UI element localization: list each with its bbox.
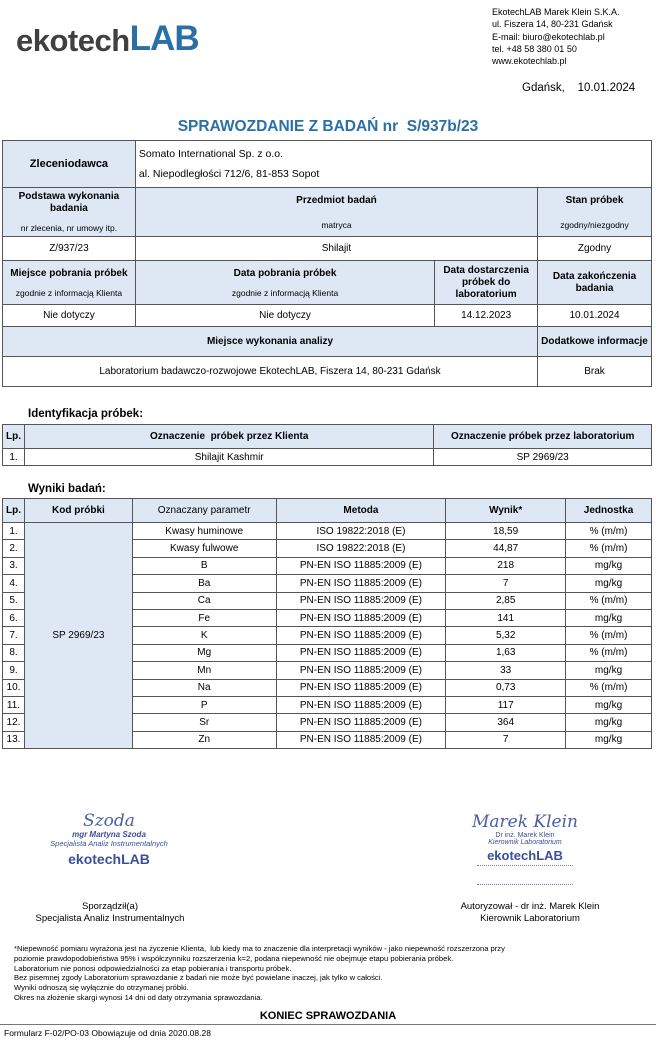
end-date-label: Data zakończenia badania — [538, 261, 652, 305]
right-stamp — [455, 812, 595, 892]
sampling-place-label: Miejsce pobrania próbek — [10, 267, 128, 279]
result-parameter: P — [132, 696, 276, 713]
result-value: 1,63 — [446, 644, 566, 661]
result-value: 117 — [446, 696, 566, 713]
sampling-place-sublabel: zgodnie z informacją Klienta — [15, 287, 123, 298]
sampling-date-value: Nie dotyczy — [135, 305, 434, 327]
result-method: PN-EN ISO 11885:2009 (E) — [276, 609, 446, 626]
basis-value: Z/937/23 — [3, 237, 136, 261]
results-col-result: Wynik* — [446, 499, 566, 523]
company-street: ul. Fiszera 14, 80-231 Gdańsk — [492, 19, 613, 30]
result-lp: 11. — [3, 696, 25, 713]
left-stamp-title: Specjalista Analiz Instrumentalnych — [50, 839, 168, 848]
result-unit: mg/kg — [566, 714, 652, 731]
identification-col-client: Oznaczenie próbek przez Klienta — [25, 425, 434, 449]
place-and-date: Gdańsk, 10.01.2024 — [522, 82, 636, 94]
company-website: www.ekotechlab.pl — [492, 56, 567, 67]
results-col-param: Oznaczany parametr — [132, 499, 276, 523]
identification-lp: 1. — [3, 449, 25, 466]
result-value: 7 — [446, 575, 566, 592]
result-unit: % (m/m) — [566, 592, 652, 609]
sampling-date-header — [135, 261, 434, 305]
note-results-scope: Wyniki odnoszą się wyłącznie do otrzymanej próbki. — [14, 983, 189, 993]
notes-block — [14, 944, 614, 1003]
client-name: Somato International Sp. z o.o. — [138, 148, 284, 160]
result-lp: 4. — [3, 575, 25, 592]
delivery-date-label: Data dostarczenia próbek do laboratorium — [435, 261, 538, 305]
client-label: Zleceniodawca — [3, 141, 136, 188]
result-lp: 5. — [3, 592, 25, 609]
identification-lab-code: SP 2969/23 — [434, 449, 652, 466]
company-address-block — [492, 6, 620, 67]
company-email: E-mail: biuro@ekotechlab.pl — [492, 31, 605, 42]
state-label: Stan próbek — [565, 194, 624, 206]
result-method: PN-EN ISO 11885:2009 (E) — [276, 592, 446, 609]
subject-sublabel: matryca — [321, 219, 352, 230]
left-stamp-logo — [44, 851, 174, 867]
sampling-place-value: Nie dotyczy — [3, 305, 136, 327]
sampling-date-sublabel: zgodnie z informacją Klienta — [231, 287, 339, 298]
result-parameter: Mg — [132, 644, 276, 661]
subject-label: Przedmiot badań — [296, 194, 377, 206]
report-end-marker: KONIEC SPRAWOZDANIA — [259, 1010, 397, 1022]
result-unit: mg/kg — [566, 575, 652, 592]
note-copying: Bez pisemnej zgody Laboratorium sprawozdanie z badań nie może być powielane inaczej, jak tylko w całości. — [14, 973, 383, 983]
results-heading: Wyniki badań: — [28, 483, 106, 495]
company-name: EkotechLAB Marek Klein S.K.A. — [492, 7, 620, 17]
result-unit: % (m/m) — [566, 523, 652, 540]
result-parameter: Ca — [132, 592, 276, 609]
result-value: 2,85 — [446, 592, 566, 609]
result-parameter: Fe — [132, 609, 276, 626]
result-lp: 3. — [3, 557, 25, 574]
result-value: 0,73 — [446, 679, 566, 696]
identification-table — [2, 424, 652, 466]
result-lp: 1. — [3, 523, 25, 540]
client-address: al. Niepodległości 712/6, 81-853 Sopot — [138, 168, 320, 180]
table-row — [3, 449, 652, 466]
result-lp: 7. — [3, 627, 25, 644]
result-method: PN-EN ISO 11885:2009 (E) — [276, 679, 446, 696]
identification-heading: Identyfikacja próbek: — [28, 408, 144, 420]
state-sublabel: zgodny/niezgodny — [560, 219, 629, 230]
result-lp: 6. — [3, 609, 25, 626]
subject-value: Shilajit — [135, 237, 537, 261]
report-info-table — [2, 140, 652, 387]
result-method: PN-EN ISO 11885:2009 (E) — [276, 662, 446, 679]
result-parameter: Na — [132, 679, 276, 696]
result-lp: 13. — [3, 731, 25, 748]
result-parameter: Kwasy fulwowe — [132, 540, 276, 557]
result-value: 141 — [446, 609, 566, 626]
results-col-lp: Lp. — [3, 499, 25, 523]
result-unit: % (m/m) — [566, 627, 652, 644]
result-method: PN-EN ISO 11885:2009 (E) — [276, 696, 446, 713]
analysis-place-value: Laboratorium badawczo-rozwojowe EkotechLAB, Fiszera 14, 80-231 Gdańsk — [3, 357, 538, 387]
result-method: PN-EN ISO 11885:2009 (E) — [276, 644, 446, 661]
report-title: SPRAWOZDANIE Z BADAŃ nr S/937b/23 — [177, 118, 479, 135]
result-value: 364 — [446, 714, 566, 731]
result-unit: mg/kg — [566, 662, 652, 679]
subject-header — [135, 188, 537, 237]
table-row — [3, 523, 652, 540]
result-value: 44,87 — [446, 540, 566, 557]
result-unit: mg/kg — [566, 731, 652, 748]
identification-client-code: Shilajit Kashmir — [25, 449, 434, 466]
result-method: PN-EN ISO 11885:2009 (E) — [276, 731, 446, 748]
end-date-value: 10.01.2024 — [538, 305, 652, 327]
results-col-unit: Jednostka — [566, 499, 652, 523]
result-parameter: Kwasy huminowe — [132, 523, 276, 540]
result-parameter: Mn — [132, 662, 276, 679]
note-uncertainty: *Niepewność pomiaru wyrażona jest na życzenie Klienta, lub kiedy ma to znaczenie dla interpretacji wyników - jako niepewność rozszerzona przy — [14, 944, 505, 953]
result-parameter: B — [132, 557, 276, 574]
logo-lab-mark: LAB — [129, 19, 199, 58]
identification-col-lp: Lp. — [3, 425, 25, 449]
result-method: ISO 19822:2018 (E) — [276, 540, 446, 557]
result-sample-code: SP 2969/23 — [25, 523, 133, 749]
result-value: 218 — [446, 557, 566, 574]
result-parameter: Ba — [132, 575, 276, 592]
result-method: PN-EN ISO 11885:2009 (E) — [276, 575, 446, 592]
form-footer: Formularz F-02/PO-03 Obowiązuje od dnia 2020.08.28 — [4, 1028, 211, 1038]
result-value: 5,32 — [446, 627, 566, 644]
authorized-by-label: Autoryzował - dr inż. Marek Klein — [460, 901, 600, 912]
note-sampling: Laboratorium nie ponosi odpowiedzialności za etap pobierania i transportu próbek. — [14, 963, 292, 973]
right-stamp-logo-word: ekotech — [487, 848, 537, 863]
identification-col-lab: Oznaczenie próbek przez laboratorium — [434, 425, 652, 449]
left-stamp-logo-lab: LAB — [121, 851, 150, 867]
result-value: 7 — [446, 731, 566, 748]
left-stamp — [44, 812, 174, 892]
note-complaints: Okres na złożenie skargi wynosi 14 dni od daty otrzymania sprawozdania. — [14, 992, 263, 1002]
result-lp: 12. — [3, 714, 25, 731]
result-unit: mg/kg — [566, 609, 652, 626]
basis-label: Podstawa wykonania badania — [18, 191, 120, 214]
company-logo — [16, 14, 246, 56]
right-signature: Marek Klein — [471, 812, 579, 832]
right-stamp-title: Kierownik Laboratorium — [488, 839, 562, 846]
result-unit: mg/kg — [566, 557, 652, 574]
client-details — [135, 141, 651, 188]
result-method: ISO 19822:2018 (E) — [276, 523, 446, 540]
result-method: PN-EN ISO 11885:2009 (E) — [276, 557, 446, 574]
prepared-by-label: Sporządził(a) — [82, 901, 138, 912]
result-unit: % (m/m) — [566, 679, 652, 696]
left-stamp-name: mgr Martyna Szoda — [72, 830, 146, 839]
result-unit: mg/kg — [566, 696, 652, 713]
result-lp: 10. — [3, 679, 25, 696]
prepared-by-title: Specjalista Analiz Instrumentalnych — [35, 912, 185, 924]
sampling-date-label: Data pobrania próbek — [233, 267, 337, 279]
result-method: PN-EN ISO 11885:2009 (E) — [276, 627, 446, 644]
authorized-by-title: Kierownik Laboratorium — [480, 912, 580, 924]
result-lp: 9. — [3, 662, 25, 679]
basis-sublabel: nr zlecenia, nr umowy itp. — [20, 223, 118, 233]
logo-wordmark: ekotech — [16, 23, 130, 58]
result-lp: 2. — [3, 540, 25, 557]
analysis-place-label: Miejsce wykonania analizy — [3, 327, 538, 357]
results-col-code: Kod próbki — [25, 499, 133, 523]
results-table — [2, 498, 652, 749]
sampling-place-header — [3, 261, 136, 305]
result-method: PN-EN ISO 11885:2009 (E) — [276, 714, 446, 731]
result-unit: % (m/m) — [566, 644, 652, 661]
additional-info-value: Brak — [538, 357, 652, 387]
footer-divider — [0, 1024, 656, 1025]
result-value: 18,59 — [446, 523, 566, 540]
additional-info-label: Dodatkowe informacje — [538, 327, 652, 357]
right-signature-caption — [440, 901, 620, 924]
result-value: 33 — [446, 662, 566, 679]
state-value: Zgodny — [538, 237, 652, 261]
delivery-date-value: 14.12.2023 — [435, 305, 538, 327]
result-unit: % (m/m) — [566, 540, 652, 557]
right-stamp-logo — [455, 848, 595, 863]
left-signature: Szoda — [83, 811, 135, 831]
result-parameter: K — [132, 627, 276, 644]
state-header — [538, 188, 652, 237]
left-signature-caption — [20, 901, 200, 924]
result-lp: 8. — [3, 644, 25, 661]
right-stamp-logo-lab: LAB — [536, 848, 563, 863]
note-probability: poziomie prawdopodobieństwa 95% i współczynniku rozszerzenia k=2, podana niepewność nie obejmuje etapu pobierania próbek. — [14, 953, 454, 963]
left-stamp-logo-word: ekotech — [68, 851, 122, 867]
results-col-method: Metoda — [276, 499, 446, 523]
result-parameter: Zn — [132, 731, 276, 748]
right-stamp-name: Dr inż. Marek Klein — [495, 832, 555, 839]
basis-header — [3, 188, 136, 237]
result-parameter: Sr — [132, 714, 276, 731]
company-phone: tel. +48 58 380 01 50 — [492, 43, 577, 54]
right-stamp-fine-print — [477, 865, 573, 885]
